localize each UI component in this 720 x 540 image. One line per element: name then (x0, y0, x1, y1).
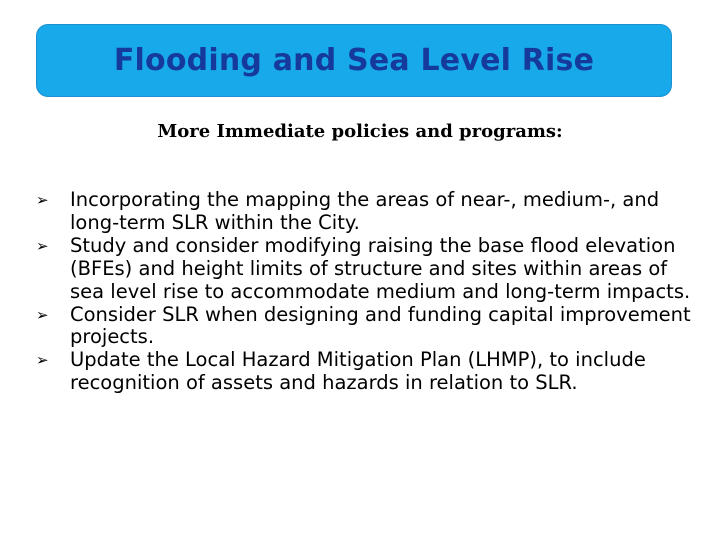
title-banner (36, 24, 672, 97)
arrowhead-bullet-icon: ➢ (36, 191, 49, 209)
slide-subtitle: More Immediate policies and programs: (157, 121, 563, 142)
bullet-item (36, 304, 696, 350)
arrowhead-bullet-icon: ➢ (36, 351, 49, 370)
bullet-text: Update the Local Hazard Mitigation Plan (LHMP), to include recognition of assets and hazards in relation to SLR. (70, 348, 646, 395)
bullet-list (36, 189, 696, 395)
slide-title: Flooding and Sea Level Rise (113, 43, 595, 78)
bullet-text: Incorporating the mapping the areas of near-, medium-, and long-term SLR within the City. (70, 188, 660, 234)
bullet-item (36, 235, 696, 304)
bullet-item (36, 349, 696, 395)
bullet-item (36, 189, 696, 235)
arrowhead-bullet-icon: ➢ (36, 236, 49, 255)
bullet-text: Consider SLR when designing and funding capital improvement projects. (70, 302, 691, 349)
bullet-text: Study and consider modifying raising the base flood elevation (BFEs) and height limits of structure and sites within areas of sea level rise to accommodate medium and long-term impacts. (70, 233, 691, 303)
arrowhead-bullet-icon: ➢ (36, 305, 49, 324)
